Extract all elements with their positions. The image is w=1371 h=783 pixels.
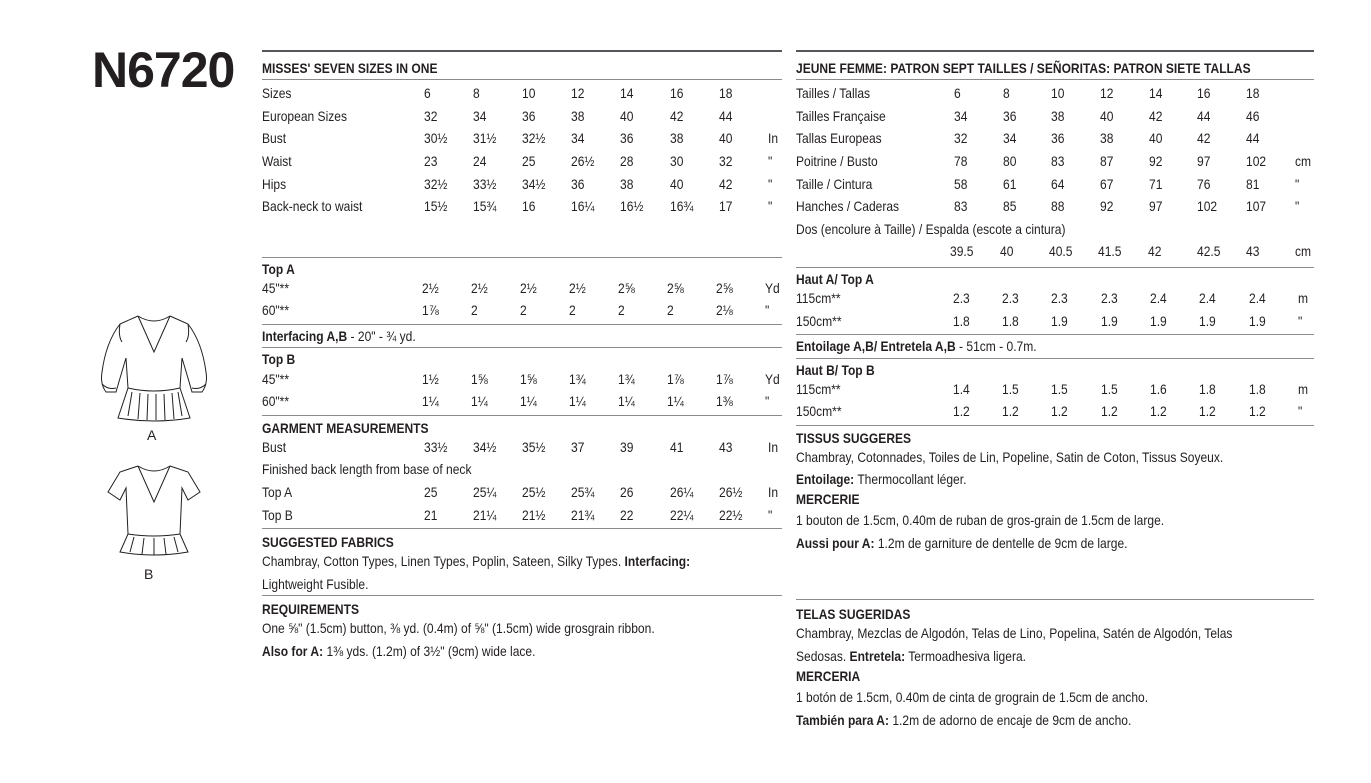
table-row	[262, 390, 782, 413]
table-row	[262, 150, 782, 173]
size-value: 25	[423, 484, 437, 501]
garment-length-table	[262, 481, 782, 526]
size-value: 25¾	[571, 484, 595, 501]
pattern-number: N6720	[92, 42, 235, 98]
table-row	[796, 400, 1314, 423]
size-value: 42.5	[1196, 243, 1221, 260]
size-value: 22¼	[669, 506, 693, 523]
size-value: 15½	[423, 198, 448, 215]
size-value: 14	[1148, 85, 1163, 102]
es-notions-text: 1 botón de 1.5cm, 0.40m de cinta de grograin de 1.5cm de ancho.	[796, 689, 1149, 706]
size-value: 1.9	[1248, 312, 1266, 329]
size-value: 1.4	[952, 380, 970, 397]
size-value: 30	[669, 153, 684, 170]
size-value: 33½	[472, 175, 497, 192]
fr-top-b-title: Haut B/ Top B	[796, 361, 875, 378]
table-row	[262, 195, 782, 218]
size-value: 40	[620, 107, 634, 124]
size-value: 2	[569, 302, 576, 319]
row-label: Hips	[262, 175, 287, 192]
size-value: 42	[718, 175, 733, 192]
table-row	[262, 172, 782, 195]
size-value: 83	[954, 198, 968, 215]
size-value: 16½	[620, 198, 644, 215]
size-value: 1⅝	[520, 370, 537, 387]
garment-bust-table	[262, 436, 782, 459]
unit-label: In	[767, 438, 779, 455]
fr-fabrics-text: Chambray, Cotonnades, Toiles de Lin, Popeline, Satin de Coton, Tissus Soyeux.	[796, 448, 1224, 465]
size-value: 34½	[472, 438, 497, 455]
size-value: 1.5	[1100, 380, 1118, 397]
row-label: Back-neck to waist	[262, 198, 363, 215]
size-value: 21¼	[472, 506, 497, 523]
unit-label: m	[1298, 290, 1309, 307]
size-value: 42	[1148, 107, 1163, 124]
size-value: 34	[472, 107, 487, 124]
size-value: 1⅞	[715, 370, 733, 387]
size-value: 2.3	[952, 290, 970, 307]
size-value: 40	[1148, 130, 1163, 147]
size-value: 16	[669, 85, 684, 102]
unit-label	[1295, 82, 1314, 105]
unit-label: Yd	[764, 279, 780, 296]
size-value: 97	[1148, 198, 1163, 215]
fr-notions-text: 1 bouton de 1.5cm, 0.40m de ruban de gros-grain de 1.5cm de large.	[796, 511, 1165, 528]
row-label: Waist	[262, 153, 292, 170]
size-value: 39	[620, 438, 634, 455]
top-a-yardage-table	[262, 277, 782, 322]
size-value: 12	[1100, 85, 1114, 102]
size-value: 2⅝	[618, 279, 635, 296]
size-value: 21	[423, 506, 437, 523]
size-value: 18	[1246, 85, 1260, 102]
table-row	[796, 309, 1314, 332]
size-value: 14	[620, 85, 634, 102]
fr-back-length-table	[796, 240, 1314, 263]
size-value: 1¼	[618, 393, 635, 410]
unit-label	[768, 105, 782, 128]
fr-body-measurements-table	[796, 82, 1314, 218]
size-value: 8	[1002, 85, 1010, 102]
body-measurements-table	[262, 82, 782, 218]
table-row	[796, 378, 1314, 401]
size-value: 2½	[422, 279, 440, 296]
top-a-sketch-icon	[98, 312, 210, 424]
size-value: 38	[1100, 130, 1114, 147]
size-value: 21½	[521, 506, 546, 523]
size-value: 25½	[521, 484, 546, 501]
row-label: Bust	[262, 130, 287, 147]
size-value: 34½	[522, 175, 546, 192]
size-value: 22	[620, 506, 634, 523]
table-row	[262, 105, 782, 128]
unit-label	[1295, 127, 1314, 150]
size-value: 2	[471, 302, 479, 319]
size-value: 36	[1002, 107, 1017, 124]
size-value: 2.3	[1100, 290, 1118, 307]
garment-measurements-title: GARMENT MEASUREMENTS	[262, 419, 429, 436]
size-value: 83	[1051, 153, 1065, 170]
size-value: 2½	[471, 279, 489, 296]
unit-label	[1295, 105, 1314, 128]
size-value: 1.2	[1100, 403, 1118, 420]
size-value: 10	[522, 85, 536, 102]
size-value: 67	[1100, 175, 1114, 192]
row-label: Hanches / Caderas	[796, 198, 900, 215]
size-value: 1.2	[1051, 403, 1069, 420]
size-value: 88	[1051, 198, 1065, 215]
size-value: 2⅛	[715, 302, 733, 319]
size-value: 1¼	[666, 393, 684, 410]
size-value: 40	[718, 130, 733, 147]
row-label: Tailles Française	[796, 107, 886, 124]
unit-label: "	[1298, 312, 1303, 329]
row-label: 45"**	[262, 370, 290, 387]
size-value: 2.3	[1051, 290, 1069, 307]
table-row	[262, 367, 782, 390]
size-value: 40	[669, 175, 684, 192]
size-value: 2	[666, 302, 674, 319]
size-value: 1.9	[1051, 312, 1069, 329]
table-row	[262, 127, 782, 150]
size-value: 97	[1197, 153, 1211, 170]
size-value: 1⅞	[422, 302, 440, 319]
size-value: 2.4	[1150, 290, 1167, 307]
suggested-fabrics-title: SUGGESTED FABRICS	[262, 533, 394, 550]
row-label: Poitrine / Busto	[796, 153, 878, 170]
size-value: 44	[718, 107, 733, 124]
top-b-sketch-icon	[104, 462, 204, 558]
row-label: 150cm**	[796, 403, 842, 420]
size-value: 39.5	[950, 243, 974, 260]
row-label: 115cm**	[796, 380, 841, 397]
size-value: 1⅞	[666, 370, 684, 387]
interfacing-line: Interfacing A,B - 20" - ¾ yd.	[262, 327, 416, 344]
row-label: Top A	[262, 484, 293, 501]
size-value: 16¼	[571, 198, 595, 215]
size-value: 1.9	[1150, 312, 1167, 329]
fr-top-b-yardage-table	[796, 378, 1314, 423]
row-label: Top B	[262, 506, 293, 523]
unit-label: "	[1295, 175, 1300, 192]
suggested-fabrics-interfacing: Lightweight Fusible.	[262, 575, 369, 592]
row-label	[796, 240, 950, 263]
size-value: 61	[1002, 175, 1017, 192]
requirements-text: One ⅝" (1.5cm) button, ⅜ yd. (0.4m) of ⅝" (1.5cm) wide grosgrain ribbon.	[262, 620, 655, 637]
row-label: Tallas Europeas	[796, 130, 882, 147]
table-row	[262, 481, 782, 504]
size-value: 8	[472, 85, 480, 102]
es-fabrics-title: TELAS SUGERIDAS	[796, 606, 911, 623]
unit-label: Yd	[764, 370, 780, 387]
size-value: 1.2	[1248, 403, 1266, 420]
size-value: 38	[669, 130, 684, 147]
size-value: 1.8	[1248, 380, 1266, 397]
size-value: 6	[423, 85, 431, 102]
size-value: 40	[999, 243, 1014, 260]
unit-label	[768, 82, 782, 105]
row-label: 150cm**	[796, 312, 842, 329]
size-value: 1¾	[618, 370, 635, 387]
size-value: 92	[1100, 198, 1114, 215]
size-value: 46	[1246, 107, 1260, 124]
size-value: 2⅝	[666, 279, 684, 296]
table-row	[796, 240, 1314, 263]
table-row	[796, 172, 1314, 195]
sketch-label-b: B	[144, 566, 154, 582]
size-value: 107	[1246, 198, 1267, 215]
top-b-yardage-table	[262, 367, 782, 412]
size-value: 2	[618, 302, 625, 319]
size-value: 81	[1246, 175, 1260, 192]
table-row	[262, 299, 782, 322]
size-value: 87	[1100, 153, 1114, 170]
size-value: 32	[954, 130, 968, 147]
size-value: 2½	[569, 279, 586, 296]
unit-label: "	[764, 393, 770, 410]
size-value: 1¾	[569, 370, 586, 387]
size-value: 17	[718, 198, 733, 215]
size-value: 42	[669, 107, 684, 124]
size-value: 102	[1197, 198, 1218, 215]
size-value: 38	[1051, 107, 1065, 124]
size-value: 1.5	[1002, 380, 1019, 397]
table-row	[262, 436, 782, 459]
row-label: Taille / Cintura	[796, 175, 873, 192]
fr-notions-also-text: Aussi pour A: 1.2m de garniture de dentelle de 9cm de large.	[796, 534, 1128, 551]
size-value: 43	[718, 438, 733, 455]
size-value: 40	[1100, 107, 1114, 124]
row-label: 45"**	[262, 279, 290, 296]
size-value: 26	[620, 484, 634, 501]
size-value: 1¼	[569, 393, 586, 410]
size-value: 1.9	[1100, 312, 1118, 329]
size-value: 1.6	[1150, 380, 1167, 397]
row-label: 60"**	[262, 302, 290, 319]
unit-label: "	[767, 153, 773, 170]
size-value: 40.5	[1048, 243, 1073, 260]
size-value: 35½	[522, 438, 546, 455]
size-value: 6	[954, 85, 961, 102]
size-value: 1.2	[1199, 403, 1217, 420]
table-row	[796, 82, 1314, 105]
row-label: Bust	[262, 438, 287, 455]
size-value: 1.2	[952, 403, 970, 420]
row-label: 115cm**	[796, 290, 841, 307]
unit-label: In	[767, 484, 779, 501]
size-value: 34	[1002, 130, 1017, 147]
size-value: 30½	[423, 130, 448, 147]
unit-label: m	[1298, 380, 1309, 397]
size-value: 44	[1246, 130, 1260, 147]
row-label: European Sizes	[262, 107, 348, 124]
size-value: 34	[571, 130, 585, 147]
size-value: 37	[571, 438, 585, 455]
size-value: 25	[522, 153, 536, 170]
size-value: 31½	[472, 130, 497, 147]
row-label: 60"**	[262, 393, 290, 410]
size-value: 32½	[522, 130, 546, 147]
table-row	[262, 503, 782, 526]
size-value: 36	[1051, 130, 1065, 147]
es-fabrics-text-1: Chambray, Mezclas de Algodón, Telas de Lino, Popelina, Satén de Algodón, Telas	[796, 625, 1233, 642]
size-value: 38	[571, 107, 585, 124]
fr-sizes-title: JEUNE FEMME: PATRON SEPT TAILLES / SEÑORITAS: PATRON SIETE TALLAS	[796, 60, 1251, 76]
table-row	[796, 195, 1314, 218]
size-value: 22½	[718, 506, 743, 523]
fr-fabrics-interfacing: Entoilage: Thermocollant léger.	[796, 471, 967, 488]
size-value: 1¼	[471, 393, 489, 410]
size-value: 10	[1051, 85, 1065, 102]
size-value: 32	[423, 107, 438, 124]
unit-label: "	[767, 198, 773, 215]
unit-label: cm	[1295, 243, 1312, 260]
fr-interfacing-line: Entoilage A,B/ Entretela A,B - 51cm - 0.7m.	[796, 337, 1037, 354]
unit-label: "	[767, 506, 773, 523]
unit-label: "	[1298, 403, 1303, 420]
unit-label: "	[1295, 198, 1300, 215]
table-row	[262, 82, 782, 105]
top-b-title: Top B	[262, 351, 296, 368]
size-value: 2⅝	[715, 279, 733, 296]
size-value: 26½	[718, 484, 743, 501]
fr-top-a-title: Haut A/ Top A	[796, 270, 874, 287]
size-value: 16	[1197, 85, 1211, 102]
size-value: 26¼	[669, 484, 693, 501]
table-row	[262, 277, 782, 300]
size-value: 1.2	[1150, 403, 1167, 420]
size-value: 2.3	[1002, 290, 1019, 307]
size-value: 23	[423, 153, 438, 170]
size-value: 21¾	[571, 506, 595, 523]
unit-label: "	[767, 175, 773, 192]
size-value: 1⅝	[471, 370, 489, 387]
row-label: Tailles / Tallas	[796, 85, 871, 102]
requirements-also-text: Also for A: 1⅜ yds. (1.2m) of 3½" (9cm) wide lace.	[262, 642, 536, 659]
size-value: 42	[1147, 243, 1162, 260]
size-value: 1.8	[952, 312, 970, 329]
french-spanish-column	[796, 50, 1314, 731]
size-value: 33½	[423, 438, 447, 455]
fr-fabrics-title: TISSUS SUGGERES	[796, 429, 912, 446]
size-value: 32	[718, 153, 733, 170]
size-value: 80	[1002, 153, 1017, 170]
size-value: 16	[522, 198, 536, 215]
size-value: 85	[1002, 198, 1017, 215]
size-value: 26½	[571, 153, 595, 170]
size-value: 2.4	[1248, 290, 1266, 307]
size-value: 58	[954, 175, 968, 192]
fr-back-length-label: Dos (encolure à Taille) / Espalda (escote a cintura)	[796, 220, 1066, 237]
table-row	[796, 127, 1314, 150]
size-value: 43	[1246, 243, 1260, 260]
size-value: 36	[620, 130, 634, 147]
fr-top-a-yardage-table	[796, 287, 1314, 332]
size-value: 102	[1246, 153, 1267, 170]
size-value: 1.8	[1002, 312, 1019, 329]
size-value: 1⅜	[715, 393, 733, 410]
size-value: 1.9	[1199, 312, 1217, 329]
es-notions-title: MERCERIA	[796, 668, 861, 685]
size-value: 71	[1148, 175, 1163, 192]
english-column	[262, 50, 782, 662]
size-value: 1.8	[1199, 380, 1217, 397]
size-value: 2½	[520, 279, 537, 296]
size-value: 2.4	[1199, 290, 1217, 307]
suggested-fabrics-text: Chambray, Cotton Types, Linen Types, Poplin, Sateen, Silky Types. Interfacing:	[262, 552, 691, 569]
unit-label: cm	[1295, 153, 1312, 170]
size-value: 78	[954, 153, 968, 170]
size-value: 1.2	[1002, 403, 1019, 420]
requirements-title: REQUIREMENTS	[262, 601, 360, 618]
size-value: 15¾	[472, 198, 497, 215]
size-value: 32½	[423, 175, 448, 192]
table-row	[796, 287, 1314, 310]
table-row	[796, 105, 1314, 128]
size-value: 64	[1051, 175, 1065, 192]
size-value: 12	[571, 85, 585, 102]
es-notions-also-text: También para A: 1.2m de adorno de encaje de 9cm de ancho.	[796, 711, 1132, 728]
size-value: 36	[522, 107, 536, 124]
size-value: 34	[954, 107, 968, 124]
unit-label: "	[764, 302, 770, 319]
size-value: 28	[620, 153, 634, 170]
size-value: 1½	[422, 370, 440, 387]
size-value: 42	[1197, 130, 1211, 147]
size-value: 1.5	[1051, 380, 1069, 397]
sketch-label-a: A	[147, 427, 157, 443]
size-value: 41	[669, 438, 683, 455]
size-value: 24	[472, 153, 487, 170]
size-value: 38	[620, 175, 634, 192]
fr-notions-title: MERCERIE	[796, 490, 860, 507]
size-value: 16¾	[669, 198, 694, 215]
size-value: 25¼	[472, 484, 497, 501]
size-value: 76	[1197, 175, 1211, 192]
size-value: 44	[1197, 107, 1211, 124]
table-row	[796, 150, 1314, 173]
size-value: 1¼	[520, 393, 537, 410]
size-value: 1¼	[422, 393, 440, 410]
sizes-title: MISSES' SEVEN SIZES IN ONE	[262, 60, 438, 76]
es-fabrics-text-2: Sedosas. Entretela: Termoadhesiva ligera.	[796, 647, 1027, 664]
row-label: Sizes	[262, 85, 292, 102]
size-value: 36	[571, 175, 585, 192]
size-value: 2	[520, 302, 527, 319]
size-value: 92	[1148, 153, 1163, 170]
top-a-title: Top A	[262, 260, 295, 277]
size-value: 41.5	[1098, 243, 1122, 260]
garment-subtitle: Finished back length from base of neck	[262, 461, 472, 478]
unit-label: In	[767, 130, 778, 147]
size-value: 18	[718, 85, 733, 102]
